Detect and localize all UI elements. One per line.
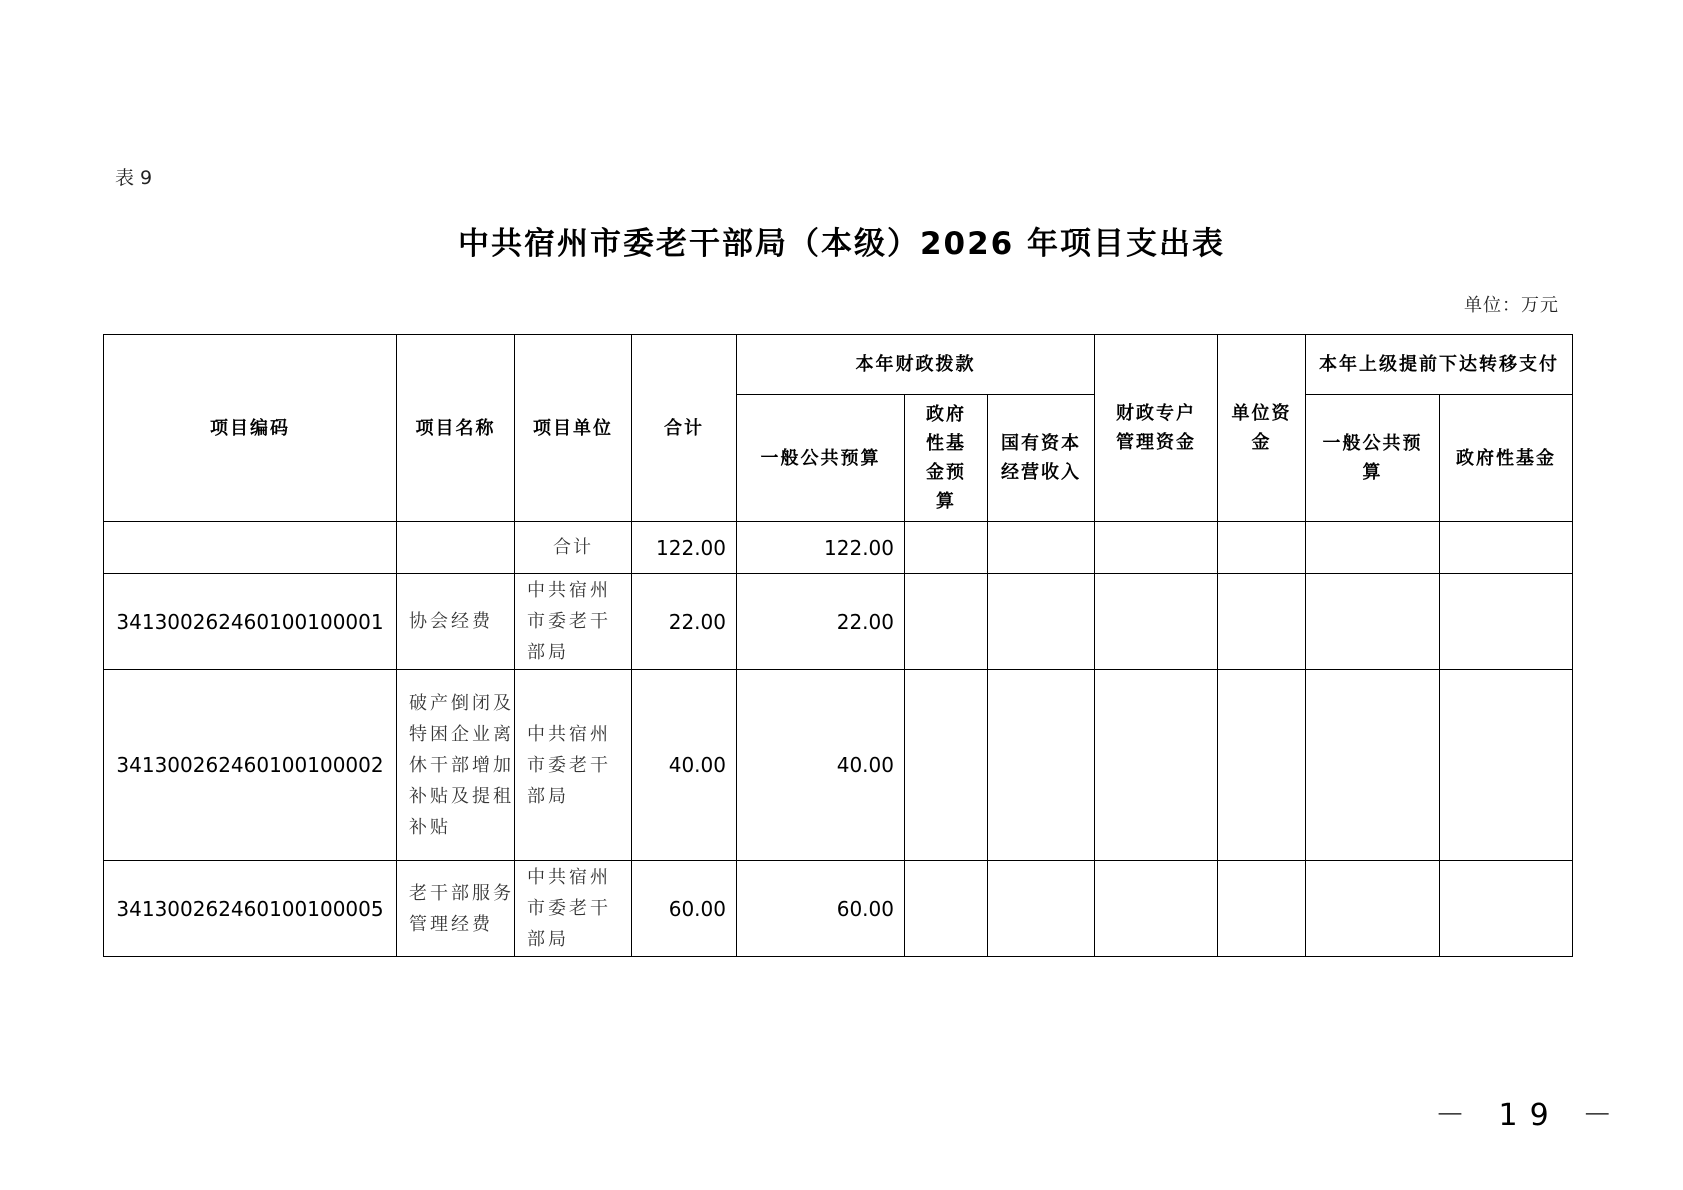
- page-number: － 19 －: [1435, 1098, 1625, 1133]
- empty-cell: [905, 670, 988, 861]
- project-general-budget: 40.00: [737, 670, 905, 861]
- project-unit: 中共宿州市委老干部局: [515, 861, 632, 957]
- header-total: 合计: [632, 335, 737, 522]
- total-unit-fund: [1218, 522, 1306, 574]
- total-sum: 122.00: [632, 522, 737, 574]
- empty-cell: [1095, 574, 1218, 670]
- project-total: 60.00: [632, 861, 737, 957]
- empty-cell: [1440, 861, 1573, 957]
- empty-cell: [905, 861, 988, 957]
- table-row: [104, 861, 1573, 957]
- total-code-cell: [104, 522, 397, 574]
- total-transfer-general: [1306, 522, 1440, 574]
- table-row: [104, 670, 1573, 861]
- project-general-budget: 22.00: [737, 574, 905, 670]
- project-code: 341300262460100100002: [104, 670, 397, 861]
- empty-cell: [1440, 670, 1573, 861]
- empty-cell: [1218, 670, 1306, 861]
- empty-cell: [988, 670, 1095, 861]
- header-unit-fund: 单位资金: [1218, 335, 1306, 522]
- project-code: 341300262460100100005: [104, 861, 397, 957]
- empty-cell: [988, 574, 1095, 670]
- empty-cell: [1306, 670, 1440, 861]
- total-special-fund: [1095, 522, 1218, 574]
- header-transfer-gov-fund: 政府性基金: [1440, 395, 1573, 522]
- header-project-code: 项目编码: [104, 335, 397, 522]
- empty-cell: [1440, 574, 1573, 670]
- total-name-cell: [397, 522, 515, 574]
- project-unit: 中共宿州市委老干部局: [515, 574, 632, 670]
- header-project-unit: 项目单位: [515, 335, 632, 522]
- table-number: 表 9: [115, 167, 153, 189]
- table-row: [104, 574, 1573, 670]
- project-name: 破产倒闭及特困企业离休干部增加补贴及提租补贴: [397, 670, 515, 861]
- page-title: 中共宿州市委老干部局（本级）2026 年项目支出表: [457, 226, 1226, 262]
- project-name: 老干部服务管理经费: [397, 861, 515, 957]
- header-state-capital: 国有资本经营收入: [988, 395, 1095, 522]
- empty-cell: [1095, 861, 1218, 957]
- header-row-1: [104, 335, 1573, 395]
- empty-cell: [988, 861, 1095, 957]
- total-general-budget: 122.00: [737, 522, 905, 574]
- project-name: 协会经费: [397, 574, 515, 670]
- total-label: 合计: [515, 522, 632, 574]
- project-code: 341300262460100100001: [104, 574, 397, 670]
- header-fiscal-group: 本年财政拨款: [737, 335, 1095, 395]
- project-total: 40.00: [632, 670, 737, 861]
- header-general-budget: 一般公共预算: [737, 395, 905, 522]
- project-expenditure-table: [103, 334, 1573, 957]
- empty-cell: [1095, 670, 1218, 861]
- total-state-capital: [988, 522, 1095, 574]
- total-row: [104, 522, 1573, 574]
- header-gov-fund: 政府性基金预算: [905, 395, 988, 522]
- empty-cell: [905, 574, 988, 670]
- header-transfer-general: 一般公共预算: [1306, 395, 1440, 522]
- header-special-fund: 财政专户管理资金: [1095, 335, 1218, 522]
- total-transfer-gov-fund: [1440, 522, 1573, 574]
- empty-cell: [1218, 861, 1306, 957]
- empty-cell: [1306, 574, 1440, 670]
- header-project-name: 项目名称: [397, 335, 515, 522]
- empty-cell: [1306, 861, 1440, 957]
- project-general-budget: 60.00: [737, 861, 905, 957]
- project-total: 22.00: [632, 574, 737, 670]
- project-unit: 中共宿州市委老干部局: [515, 670, 632, 861]
- empty-cell: [1218, 574, 1306, 670]
- header-transfer-group: 本年上级提前下达转移支付: [1306, 335, 1573, 395]
- total-gov-fund: [905, 522, 988, 574]
- unit-label: 单位：万元: [1464, 295, 1559, 316]
